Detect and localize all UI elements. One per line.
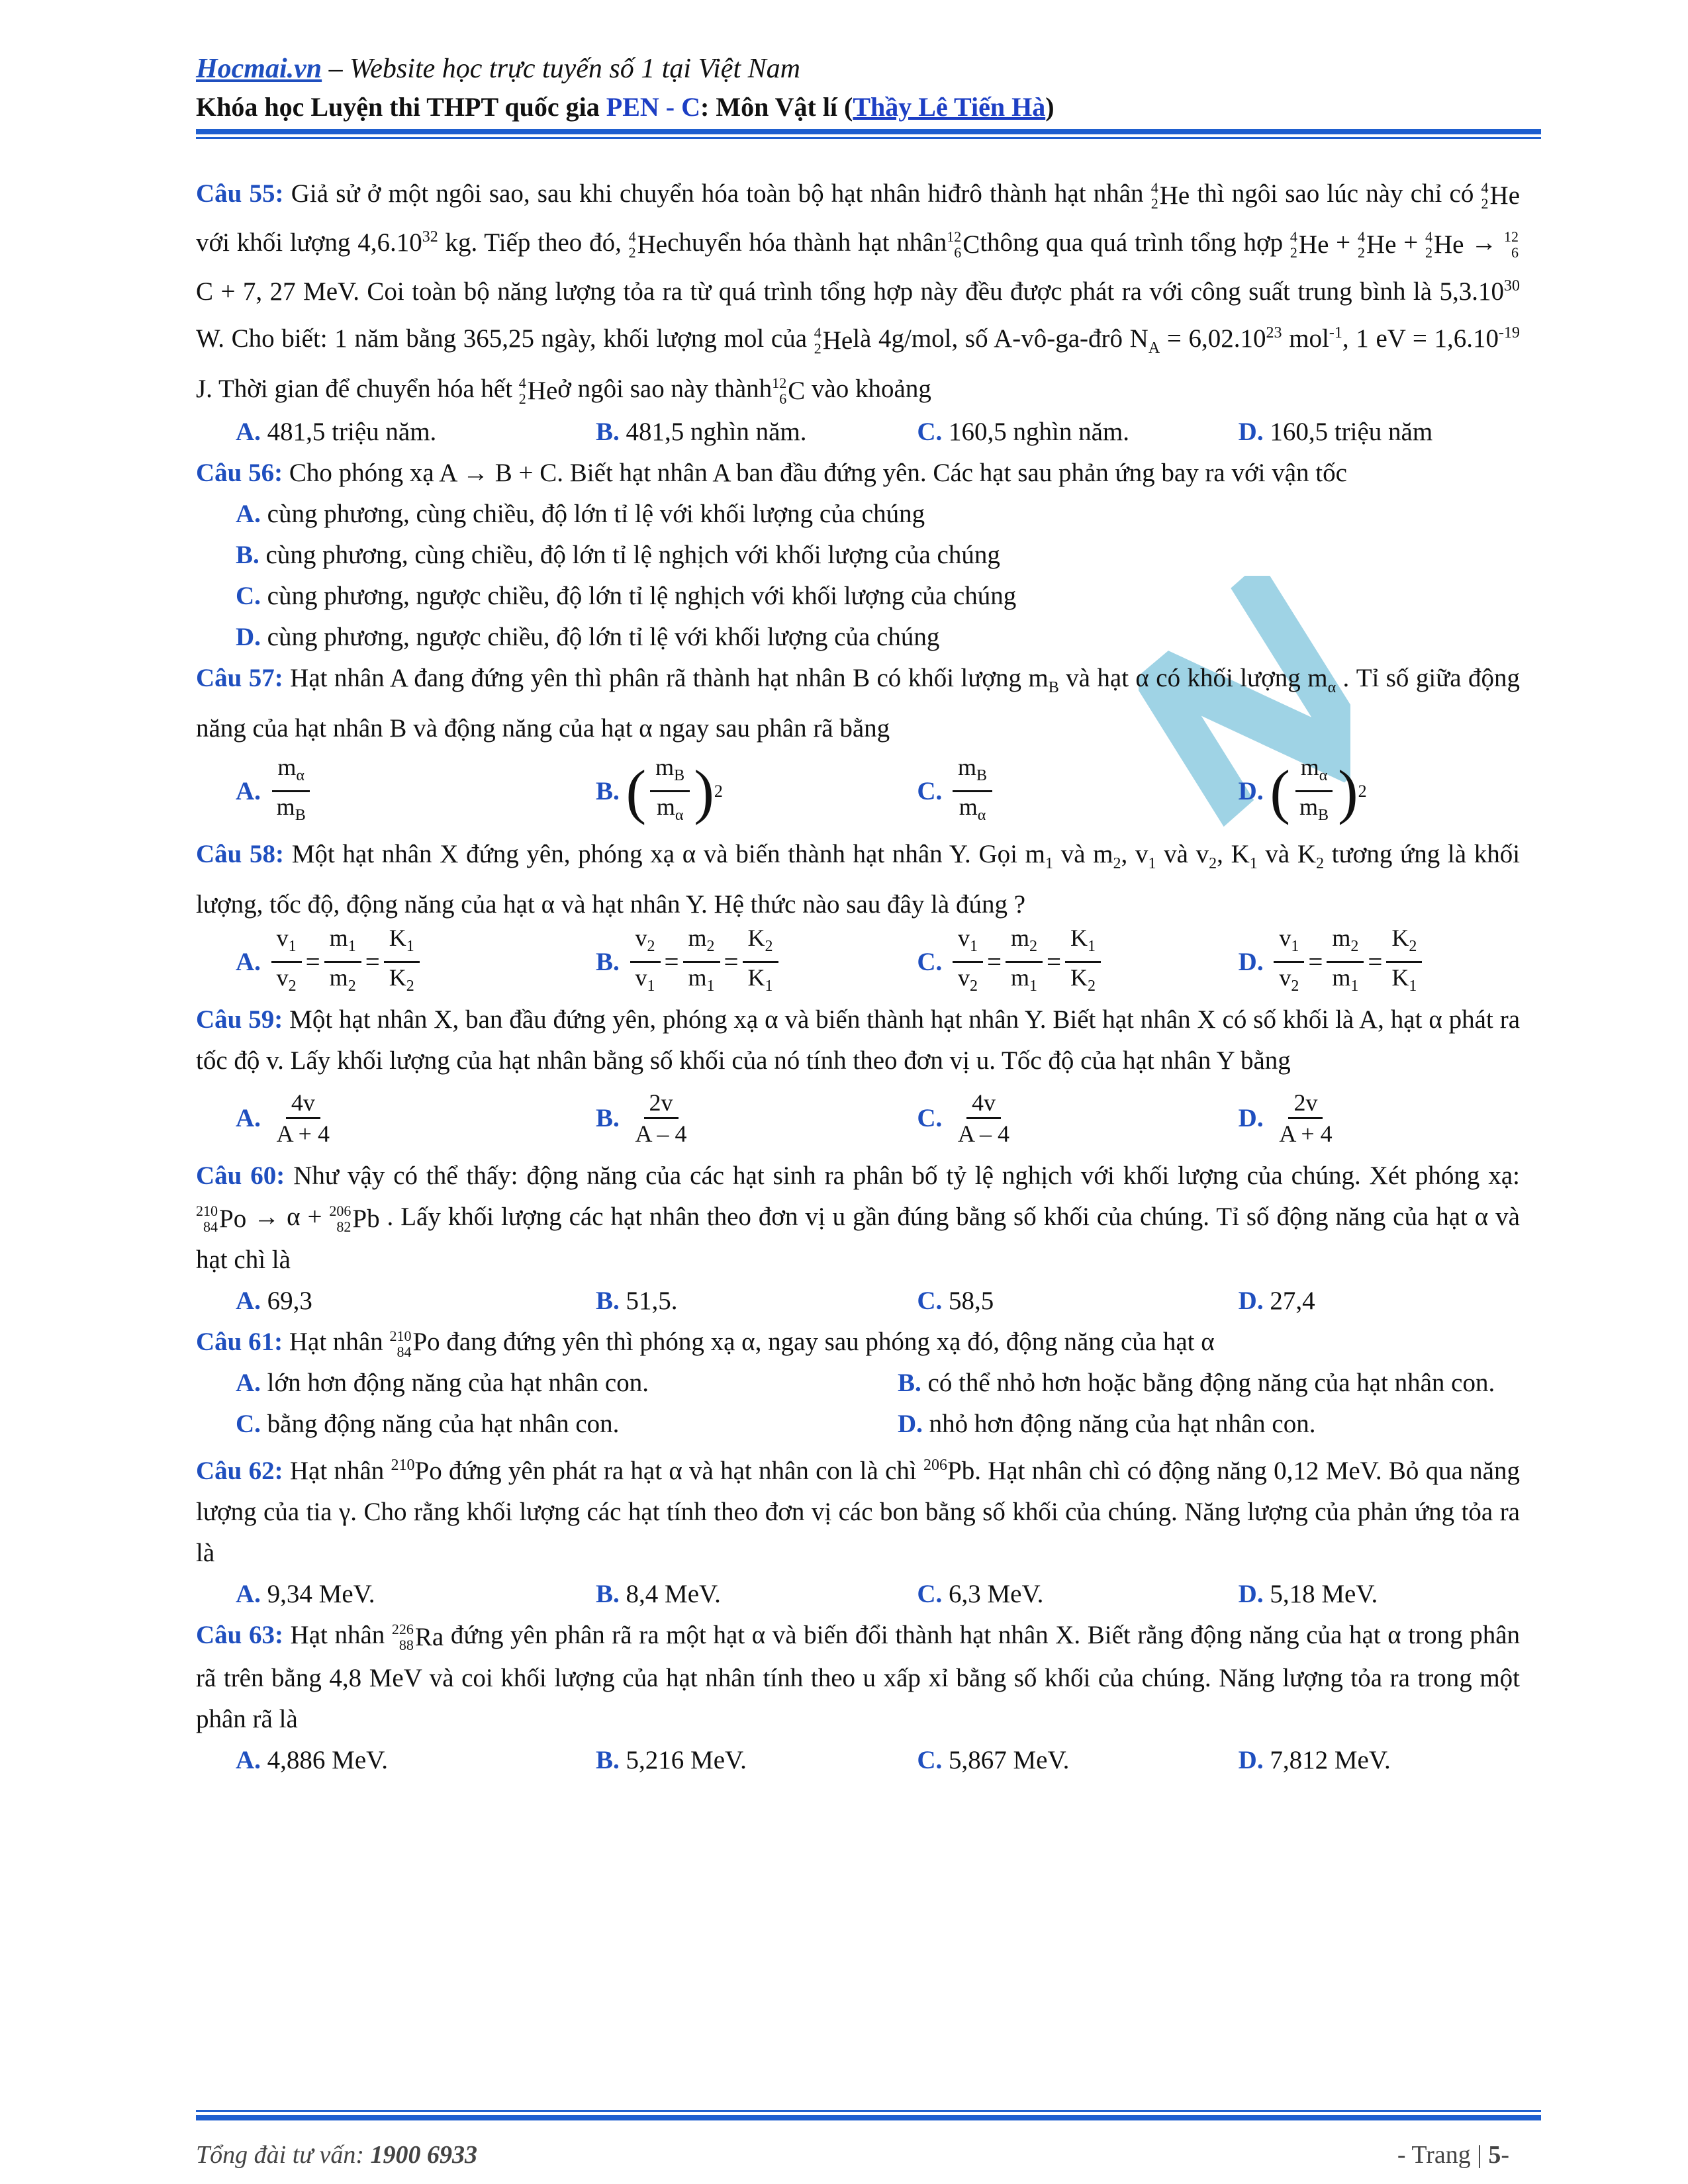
options-q58 xyxy=(196,925,1520,999)
q59-text: Một hạt nhân X, ban đầu đứng yên, phóng xạ α và biến thành hạt nhân Y. Biết hạt nhân X có số khối là A, hạt α phát ra tốc độ v. Lấy khối lượng của hạt nhân bằng số khối của nó tính theo đơn vị u. Tốc độ của hạt nhân Y bằng xyxy=(196,1005,1521,1075)
nuclide-he: 4 2 He xyxy=(814,324,853,357)
question-59 xyxy=(196,999,1520,1081)
option-c[interactable]: C. 5,867 MeV. xyxy=(917,1745,1070,1774)
option-a[interactable]: A. 9,34 MeV. xyxy=(236,1579,375,1608)
q55-text: J. Thời gian để chuyển hóa hết xyxy=(196,374,519,403)
option-d[interactable]: D. 160,5 triệu năm xyxy=(1238,417,1433,446)
question-label: Câu 57: xyxy=(196,663,283,692)
options-q60 xyxy=(196,1281,1520,1322)
q58-sub: 2 xyxy=(1113,854,1121,872)
q63-text: đứng yên phân rã ra một hạt α và biến đổi thành hạt nhân X. Biết rằng động năng của hạt α trong phân rã trên bằng 4,8 MeV và coi khối lượng của hạt nhân tính theo u xấp xỉ bằng số khối của chúng. Năng lượng tỏa ra trong một phân rã là xyxy=(196,1620,1521,1733)
option-a[interactable]: A. lớn hơn động năng của hạt nhân con. xyxy=(236,1368,649,1397)
option-c[interactable]: C. $\frac{m_B}{m_\alpha}$ xyxy=(877,752,1198,831)
question-label: Câu 59: xyxy=(196,1005,283,1034)
option-b[interactable]: B. 481,5 nghìn năm. xyxy=(596,417,807,446)
option-d[interactable]: D. $\frac{2v}{A + 4}$ xyxy=(1238,1089,1333,1148)
nuclide-c: 12 6 C xyxy=(772,374,806,407)
q55-text: ở ngôi sao này thành xyxy=(557,374,773,403)
question-label: Câu 60: xyxy=(196,1161,285,1190)
hotline-number[interactable]: 1900 6933 xyxy=(370,2141,477,2169)
q62-text: Hạt nhân xyxy=(283,1456,391,1485)
question-55: Câu 55: Giả sử ở một ngôi sao, sau khi chuyển hóa toàn bộ hạt nhân hiđrô thành hạt nhân 4 2 He thì ngôi sao lúc này chỉ có 4 2 He với khối lượng 4,6.10$^{32}$ kg. Tiếp theo đó, 4 2 He chuyển hóa thành hạt nhân 12 6 C thông qua quá trình tổng hợp 4 2 He + 4 2 He + 4 2 He → 12 6 C + 7, 27 MeV. Coi toàn bộ năng lượng tỏa ra từ quá trình tổng hợp này đều được phát ra với công suất trung bình là 5,3.10$^{30}$ W. Cho biết: 1 năm bằng 365,25 ngày, khối lượng mol của 4 2 He là 4g/mol, số A-vô-ga-đrô $N_A = 6,02.10^{23}$ mol$^{-1}$, 1 eV = $1,6.10^{-19}$ J. Thời gian để chuyển hóa hết 4 2 He ở ngôi sao này thành 12 6 C vào khoảng xyxy=(196,173,1520,412)
option-a[interactable]: A. 69,3 xyxy=(236,1286,312,1315)
option-c[interactable]: C. $\frac{v_1}{v_2}$ = $\frac{m_2}{m_1}$ = $\frac{K_1}{K_2}$ xyxy=(877,923,1198,1002)
option-a[interactable]: A. cùng phương, cùng chiều, độ lớn tỉ lệ với khối lượng của chúng xyxy=(236,499,925,528)
option-d[interactable]: D. ( $\frac{m_\alpha}{m_B}$ ) 2 xyxy=(1238,754,1367,825)
q58-sub: 2 xyxy=(1209,854,1217,872)
option-b[interactable]: B. $\frac{2v}{A - 4}$ xyxy=(596,1089,687,1148)
q63-text: Hạt nhân xyxy=(283,1620,392,1649)
nuclide-he: 4 2 He xyxy=(1357,228,1397,261)
option-b[interactable]: B. 51,5. xyxy=(596,1286,678,1315)
option-d[interactable]: D. $\frac{v_1}{v_2}$ = $\frac{m_2}{m_1}$ = $\frac{K_2}{K_1}$ xyxy=(1199,923,1520,1002)
option-b[interactable]: B. 5,216 MeV. xyxy=(596,1745,747,1774)
q62-sup: 210 xyxy=(391,1456,415,1474)
course-code: PEN - C xyxy=(606,92,701,122)
options-q57 xyxy=(196,749,1520,834)
options-q59 xyxy=(196,1081,1520,1156)
q58-sub: 1 xyxy=(1249,854,1258,872)
q61-text: Hạt nhân xyxy=(283,1327,390,1356)
q58-sub: 1 xyxy=(1045,854,1054,872)
question-label: Câu 56: xyxy=(196,458,283,487)
q55-exp: 32 xyxy=(422,228,438,246)
q55-text: . Coi toàn bộ năng lượng tỏa ra từ quá trình tổng hợp này đều được phát ra với công suất trung bình là 5,3.10 xyxy=(353,277,1504,306)
q55-sub: A xyxy=(1148,339,1160,357)
q58-text: và m xyxy=(1053,839,1113,868)
q57-sub: B xyxy=(1048,678,1059,696)
options-q63 xyxy=(196,1740,1520,1781)
option-c[interactable]: C. $\frac{4v}{A - 4}$ xyxy=(917,1089,1010,1148)
q57-text: và hạt α có khối lượng m xyxy=(1058,663,1328,692)
q55-text: Giả sử ở một ngôi sao, sau khi chuyển hóa toàn bộ hạt nhân hiđrô thành hạt nhân xyxy=(283,179,1151,208)
option-d[interactable]: D. 27,4 xyxy=(1238,1286,1315,1315)
option-a[interactable]: A. $\frac{4v}{A + 4}$ xyxy=(236,1089,330,1148)
q58-text: và K xyxy=(1257,839,1317,868)
nuclide-pb: 206 82 Pb xyxy=(329,1202,380,1235)
course-prefix: Khóa học Luyện thi THPT quốc gia xyxy=(196,92,606,122)
q62-text: Pb. Hạt nhân chì có động năng 0,12 MeV. Bỏ qua năng lượng của tia γ. Cho rằng khối lượng các hạt tính theo đơn vị các bon bằng số khối của chúng. Năng lượng của phản ứng tỏa ra là xyxy=(196,1456,1520,1567)
question-61 xyxy=(196,1322,1520,1363)
teacher-link[interactable]: Thầy Lê Tiến Hà xyxy=(853,92,1046,122)
header-line-2 xyxy=(196,91,1055,122)
q61-text: Po đang đứng yên thì phóng xạ α, ngay sau phóng xạ đó, động năng của hạt α xyxy=(412,1327,1215,1356)
q58-text: và v xyxy=(1156,839,1209,868)
nuclide-c: 12 6 C xyxy=(947,228,980,261)
question-label: Câu 62: xyxy=(196,1456,283,1485)
q58-text: , K xyxy=(1217,839,1250,868)
option-a[interactable]: A. 481,5 triệu năm. xyxy=(236,417,437,446)
header-rule-thick xyxy=(196,129,1541,134)
question-label: Câu 58: xyxy=(196,839,285,868)
option-b[interactable]: B. $\frac{v_2}{v_1}$ = $\frac{m_2}{m_1}$ = $\frac{K_2}{K_1}$ xyxy=(556,923,877,1002)
q55-text: thông qua quá trình tổng hợp xyxy=(980,228,1290,257)
question-62 xyxy=(196,1445,1520,1574)
q55-exp: 30 xyxy=(1504,277,1520,295)
option-c[interactable]: C. 160,5 nghìn năm. xyxy=(917,417,1129,446)
option-b[interactable]: B. 8,4 MeV. xyxy=(596,1579,721,1608)
options-q62 xyxy=(196,1574,1520,1615)
nuclide-c: 12 6 xyxy=(1504,228,1519,261)
q62-sup: 206 xyxy=(923,1456,947,1474)
options-q61-row1 xyxy=(196,1363,1520,1404)
q58-text: , v xyxy=(1121,839,1149,868)
nuclide-ra: 226 88 Ra xyxy=(391,1620,444,1653)
option-c[interactable]: C. 58,5 xyxy=(917,1286,994,1315)
option-c[interactable]: C. 6,3 MeV. xyxy=(917,1579,1044,1608)
q60-text: Như vậy có thể thấy: động năng của các hạt sinh ra phân bố tỷ lệ nghịch với khối lượng của chúng. Xét phóng xạ: xyxy=(285,1161,1521,1190)
q55-text: chuyển hóa thành hạt nhân xyxy=(667,228,947,257)
question-56 xyxy=(196,453,1520,494)
q60-text: . Lấy khối lượng các hạt nhân theo đơn vị u gần đúng bằng số khối của chúng. Tỉ số động năng của hạt α và hạt chì là xyxy=(196,1202,1520,1274)
nuclide-he: 4 2 He xyxy=(1289,228,1329,261)
option-b[interactable]: B. ( $\frac{m_B}{m_\alpha}$ ) 2 xyxy=(596,754,723,825)
q55-text: là 4g/mol, số A-vô-ga-đrô N xyxy=(853,324,1149,353)
q55-text: thì ngôi sao lúc này chỉ có xyxy=(1190,179,1481,208)
q55-text: = 6,02.10 xyxy=(1160,324,1266,353)
course-close: ) xyxy=(1045,92,1055,122)
q62-text: Po đứng yên phát ra hạt α và hạt nhân con là chì xyxy=(414,1456,923,1485)
nuclide-po: 210 84 xyxy=(389,1327,412,1360)
question-57 xyxy=(196,658,1520,749)
options-q61-row2 xyxy=(196,1404,1520,1445)
question-63 xyxy=(196,1615,1520,1740)
header-line-1 xyxy=(196,53,800,85)
q55-text: vào khoảng xyxy=(805,374,931,403)
option-d[interactable]: D. 5,18 MeV. xyxy=(1238,1579,1378,1608)
footer-rule-thin xyxy=(196,2110,1541,2112)
question-list xyxy=(196,173,1520,1781)
option-d[interactable]: D. 7,812 MeV. xyxy=(1238,1745,1391,1774)
course-subject: : Môn Vật lí ( xyxy=(700,92,853,122)
question-58 xyxy=(196,834,1520,925)
q58-sub: 2 xyxy=(1316,854,1325,872)
q55-exp: 23 xyxy=(1266,324,1282,342)
nuclide-he: 4 2 He xyxy=(1150,179,1190,212)
option-c[interactable]: C. bằng động năng của hạt nhân con. xyxy=(236,1409,620,1438)
question-label: Câu 55: xyxy=(196,179,284,208)
q55-text: W. Cho biết: 1 năm bằng 365,25 ngày, khối lượng mol của xyxy=(196,324,814,353)
q55-exp: -19 xyxy=(1499,324,1521,342)
option-d[interactable]: D. cùng phương, ngược chiều, độ lớn tỉ lệ với khối lượng của chúng xyxy=(236,622,940,651)
option-a[interactable]: A. 4,886 MeV. xyxy=(236,1745,389,1774)
q55-text: , 1 eV = 1,6.10 xyxy=(1342,324,1499,353)
q55-text: với khối lượng 4,6.10 xyxy=(196,228,422,257)
nuclide-po: 210 84 Po xyxy=(196,1202,247,1235)
question-label: Câu 63: xyxy=(196,1620,283,1649)
footer-page-number: - Trang | 5- xyxy=(1397,2141,1509,2169)
q55-text: mol xyxy=(1282,324,1329,353)
header-rule-thin xyxy=(196,137,1541,139)
tagline: – Website học trực tuyến số 1 tại Việt Nam xyxy=(322,54,800,84)
nuclide-he: 4 2 He xyxy=(1481,179,1521,212)
question-60 xyxy=(196,1156,1520,1281)
footer-rule-thick xyxy=(196,2115,1541,2120)
nuclide-he: 4 2 He xyxy=(1425,228,1464,261)
footer-hotline: Tổng đài tư vấn: 1900 6933 xyxy=(196,2141,477,2169)
option-d[interactable]: D. nhỏ hơn động năng của hạt nhân con. xyxy=(898,1409,1316,1438)
option-b[interactable]: B. cùng phương, cùng chiều, độ lớn tỉ lệ nghịch với khối lượng của chúng xyxy=(236,540,1000,569)
options-q55 xyxy=(196,412,1520,453)
q55-exp: -1 xyxy=(1329,324,1342,342)
option-a[interactable]: A. $\frac{v_1}{v_2}$ = $\frac{m_1}{m_2}$ = $\frac{K_1}{K_2}$ xyxy=(196,923,556,1002)
option-a[interactable]: A. $\frac{m_\alpha}{m_B}$ xyxy=(196,752,556,831)
q57-text: . Tỉ số giữa động năng của hạt nhân B và động năng của hạt α ngay sau phân rã bằng xyxy=(196,663,1521,743)
reaction-arrow: → α + xyxy=(246,1202,330,1231)
site-link[interactable]: Hocmai.vn xyxy=(196,54,322,84)
option-c[interactable]: C. cùng phương, ngược chiều, độ lớn tỉ lệ nghịch với khối lượng của chúng xyxy=(236,581,1017,610)
q56-text: Cho phóng xạ A → B + C. Biết hạt nhân A ban đầu đứng yên. Các hạt sau phản ứng bay ra với vận tốc xyxy=(283,458,1347,487)
nuclide-he: 4 2 He xyxy=(628,228,668,261)
q58-sub: 1 xyxy=(1148,854,1156,872)
nuclide-he: 4 2 He xyxy=(518,374,558,407)
q57-text: Hạt nhân A đang đứng yên thì phân rã thành hạt nhân B có khối lượng m xyxy=(283,663,1049,692)
reaction-tail: C + 7, 27 MeV xyxy=(196,277,353,306)
q55-text: kg. Tiếp theo đó, xyxy=(438,228,629,257)
q58-text: tương ứng là khối lượng, tốc độ, động năng của hạt α và hạt nhân Y. Hệ thức nào sau đây là đúng ? xyxy=(196,839,1521,919)
q58-text: Một hạt nhân X đứng yên, phóng xạ α và biến thành hạt nhân Y. Gọi m xyxy=(284,839,1046,868)
question-label: Câu 61: xyxy=(196,1327,283,1356)
q57-sub: α xyxy=(1327,678,1336,696)
option-b[interactable]: B. có thể nhỏ hơn hoặc bằng động năng của hạt nhân con. xyxy=(898,1368,1495,1397)
